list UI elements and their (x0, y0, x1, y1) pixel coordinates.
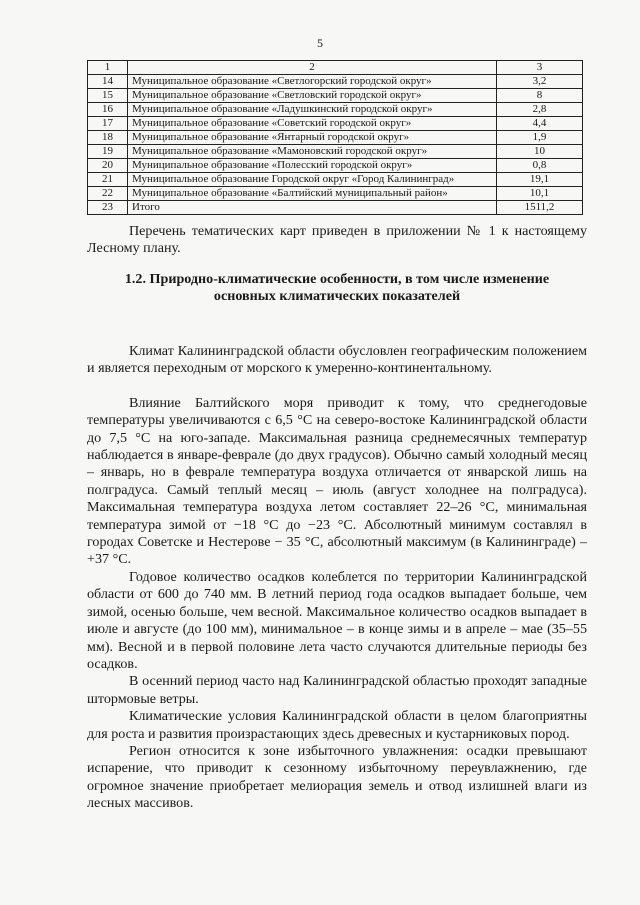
table-row (88, 131, 583, 145)
municipality-name-cell: Муниципальное образование «Светловский городской округ» (128, 89, 497, 103)
section-body (87, 326, 587, 813)
paragraph: В осенний период часто над Калининградской областью проходят западные штормовые ветры. (87, 673, 587, 707)
row-number-cell: 21 (88, 173, 128, 187)
municipality-name-cell: Муниципальное образование Городской округ «Город Калининград» (128, 173, 497, 187)
municipality-name-cell: Муниципальное образование «Янтарный городской округ» (128, 131, 497, 145)
row-number-cell: 19 (88, 145, 128, 159)
area-value-cell: 19,1 (497, 173, 583, 187)
area-table (87, 60, 583, 215)
municipality-name-cell: Муниципальное образование «Светлогорский городской округ» (128, 75, 497, 89)
row-number-cell: 16 (88, 103, 128, 117)
intro-paragraph: Перечень тематических карт приведен в приложении № 1 к настоящему Лесному плану. (87, 223, 587, 257)
row-number-cell: 15 (88, 89, 128, 103)
paragraph: Годовое количество осадков колеблется по территории Калининградской области от 600 до 740 мм. В летний период года осадков выпадает больше, чем зимой, осенью больше, чем весной. Максимальное количество осадков выпадает в июле и августе (до 100 мм), минимальное – в конце зимы и в апреле – мае (35–55 мм). Весной и в первой половине лета часто случаются длительные периоды без осадков. (87, 568, 587, 672)
area-value-cell: 10 (497, 145, 583, 159)
area-value-cell: 4,4 (497, 117, 583, 131)
area-value-cell: 0,8 (497, 159, 583, 173)
section-heading-line1: 1.2. Природно-климатические особенности, в том числе изменение (124, 271, 550, 287)
municipality-name-cell: Муниципальное образование «Ладушкинский городской округ» (128, 103, 497, 117)
table-row (88, 145, 583, 159)
row-number-cell: 18 (88, 131, 128, 145)
header-cell-3: 3 (497, 61, 583, 75)
section-heading (87, 271, 587, 306)
area-value-cell: 1511,2 (497, 201, 583, 215)
header-cell-2: 2 (128, 61, 497, 75)
area-value-cell: 8 (497, 89, 583, 103)
paragraph: Регион относится к зоне избыточного увлажнения: осадки превышают испарение, что приводит к сезонному избыточному переувлажнению, где огромное значение приобретает мелиорация земель и отвод излишней влаги из лесных массивов. (87, 742, 587, 812)
paragraph: Климатические условия Калининградской области в целом благоприятны для роста и развития произрастающих здесь древесных и кустарниковых пород. (87, 708, 587, 742)
row-number-cell: 22 (88, 187, 128, 201)
table-header-row (88, 61, 583, 75)
municipality-name-cell: Итого (128, 201, 497, 215)
row-number-cell: 20 (88, 159, 128, 173)
municipality-name-cell: Муниципальное образование «Полесский городской округ» (128, 159, 497, 173)
table-row (88, 159, 583, 173)
row-number-cell: 14 (88, 75, 128, 89)
table-row (88, 117, 583, 131)
table-row (88, 89, 583, 103)
table-row (88, 201, 583, 215)
section-heading-line2: основных климатических показателей (213, 288, 461, 305)
intro-text (87, 223, 587, 258)
paragraph: Климат Калининградской области обусловлен географическим положением и является переходным от морского к умеренно-континентальному. (87, 343, 587, 377)
table-row (88, 75, 583, 89)
area-value-cell: 2,8 (497, 103, 583, 117)
table-row (88, 187, 583, 201)
area-value-cell: 10,1 (497, 187, 583, 201)
header-cell-1: 1 (88, 61, 128, 75)
row-number-cell: 17 (88, 117, 128, 131)
municipality-name-cell: Муниципальное образование «Мамоновский городской округ» (128, 145, 497, 159)
table-row (88, 173, 583, 187)
municipality-name-cell: Муниципальное образование «Балтийский муниципальный район» (128, 187, 497, 201)
area-value-cell: 3,2 (497, 75, 583, 89)
municipality-name-cell: Муниципальное образование «Советский городской округ» (128, 117, 497, 131)
table-row (88, 103, 583, 117)
area-value-cell: 1,9 (497, 131, 583, 145)
paragraph: Влияние Балтийского моря приводит к тому, что среднегодовые температуры увеличиваются с 6,5 °С на северо-востоке Калининградской области до 7,5 °С на юго-западе. Максимальная разница среднемесячных температур наблюдается в январе-феврале (до двух градусов). Обычно самый холодный месяц – январь, но в феврале температура воздуха отличается от январской лишь на полградуса. Самый теплый месяц – июль (август холоднее на полградуса). Максимальная температура воздуха летом составляет 22–26 °С, минимальная температура зимой от −18 °С до −23 °С. Абсолютный минимум составлял в городах Советске и Нестерове − 35 °С, абсолютный максимум (в Калининграде) – +37 °С. (87, 394, 587, 568)
page-number: 5 (317, 36, 323, 50)
row-number-cell: 23 (88, 201, 128, 215)
